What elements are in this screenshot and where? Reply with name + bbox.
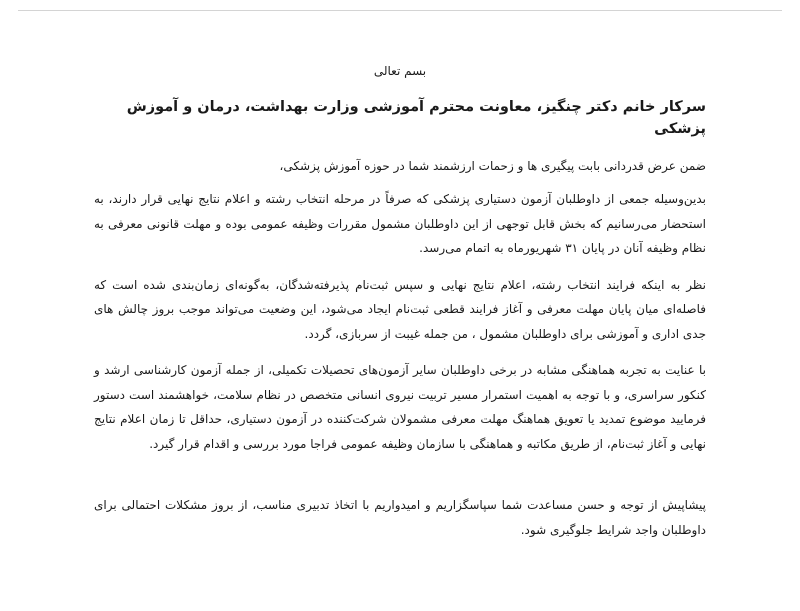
letter-greeting: ضمن عرض قدردانی بابت پیگیری ها و زحمات ارزشمند شما در حوزه آموزش پزشکی،: [279, 159, 706, 173]
letter-paragraph: نظر به اینکه فرایند انتخاب رشته، اعلام نتایج نهایی و سپس ثبت‌نام پذیرفته‌شدگان، به‌گونه‌ای زمان‌بندی شده است که فاصله‌ای میان پایان مهلت معرفی و آغاز فرایند قطعی ثبت‌نام ایجاد می‌شود، این وضعیت می‌تواند موجب بروز چالش های جدی اداری و آموزشی برای داوطلبان مشمول ، من جمله غیبت از سربازی، گردد.: [94, 277, 706, 341]
letter-invocation: بسم تعالی: [373, 64, 427, 78]
letter-closing: پیشاپیش از توجه و حسن مساعدت شما سپاسگزاریم و امیدواریم با اتخاذ تدبیری مناسب، از بروز مشکلات احتمالی برای داوطلبان واجد شرایط جلوگیری شود.: [94, 498, 706, 537]
letter-salutation: سرکار خانم دکتر چنگیز، معاونت محترم آموزشی وزارت بهداشت، درمان و آموزش پزشکی: [126, 99, 706, 137]
letter-paragraph: بدین‌وسیله جمعی از داوطلبان آزمون دستیاری پزشکی که صرفاً در مرحله انتخاب رشته و اعلام نتایج نهایی قرار دارند، به استحضار می‌رسانیم که بخش قابل توجهی از این داوطلبان مشمول مقررات وظیفه عمومی بوده و مهلت قانونی معرفی به نظام وظیفه آنان در پایان ۳۱ شهریورماه به اتمام می‌رسد.: [94, 192, 706, 255]
letter-body: [94, 62, 706, 542]
letter-paragraph: با عنایت به تجربه هماهنگی مشابه در برخی داوطلبان سایر آزمون‌های تحصیلات تکمیلی، از جمله آزمون کارشناسی ارشد و کنکور سراسری، و با توجه به اهمیت استمرار مسیر تربیت نیروی انسانی متخصص در نظام سلامت، خواهشمند است دستور فرمایید موضوع تمدید یا تعویق هماهنگ مهلت معرفی مشمولان شرکت‌کننده در آزمون دستیاری، حداقل تا زمان اعلام نتایج نهایی و آغاز ثبت‌نام، از طریق مکاتبه و هماهنگی با سازمان وظیفه عمومی فراجا مورد بررسی و اقدام قرار گیرد.: [94, 363, 706, 451]
page-edge-line: [18, 10, 782, 11]
